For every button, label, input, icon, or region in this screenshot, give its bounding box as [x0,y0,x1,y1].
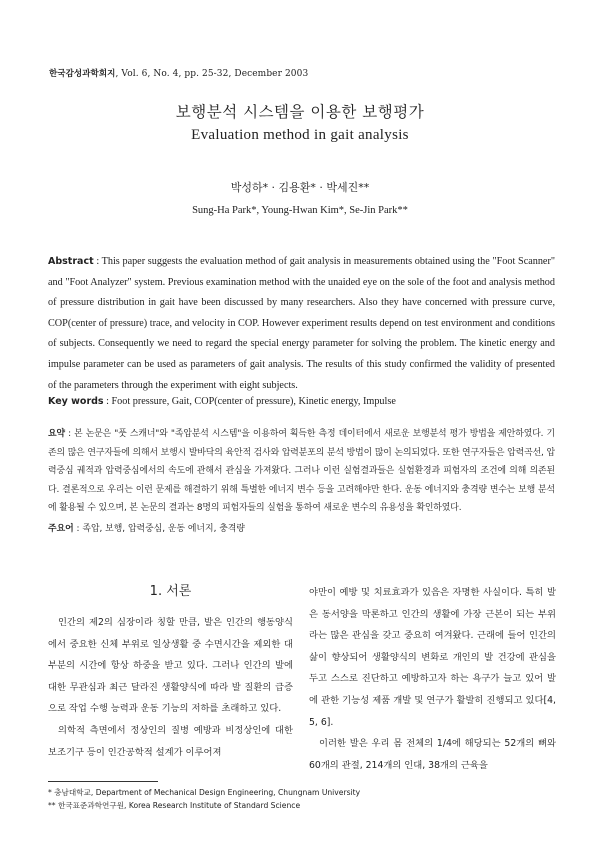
abstract-text: : This paper suggests the evaluation method of gait analysis in measurements obtained using the "Foot Scanner" and "Foot Analyzer" system. Previous examination method with the unaided eye on the sole of the foot and analysis method of pressure distribution in gait have been discussed by many researchers. Also they have concerned with pressure curve, COP(center of pressure) trace, and velocity in COP. However experiment results depend on test environment and conditions of subjects. Consequently we need to regard the special energy parameter for solving the problem. The kinetic energy and impulse parameter can be used as parameters of gait analysis. The results of this study confirmed the validity of presented of the parameters through the experiment with eight subjects. [48,256,555,391]
footnote-2: ** 한국표준과학연구원, Korea Research Institute of Standard Science [48,801,301,810]
body-column-right [309,582,556,776]
keywords-label: Key words [48,396,104,407]
keywords-korean [48,521,555,534]
paragraph: 이러한 발은 우리 몸 전체의 1/4에 해당되는 52개의 뼈와 60개의 관절, 214개의 인대, 38개의 근육을 [309,738,556,771]
keywords-english [48,396,555,407]
keywords-text: : Foot pressure, Gait, COP(center of pressure), Kinetic energy, Impulse [103,396,396,407]
abstract-korean [48,425,555,518]
footnotes [48,786,568,812]
journal-citation: , Vol. 6, No. 4, pp. 25-32, December 2003 [115,69,309,79]
keywords-ko-label: 주요어 [48,524,74,534]
paragraph: 의학적 측면에서 정상인의 질병 예방과 비정상인에 대한 보조기구 등이 인간공학적 설계가 이루어져 [48,724,293,758]
keywords-ko-text: : 족압, 보행, 압력중심, 운동 에너지, 충격량 [73,524,245,534]
title-korean: 보행분석 시스템을 이용한 보행평가 [175,103,425,121]
footnote-divider [48,781,158,782]
body-column-left [48,612,293,763]
footnote-1: * 충남대학교, Department of Mechanical Design Engineering, Chungnam University [48,788,361,797]
journal-name: 한국감성과학회지 [49,69,116,79]
authors-english: Sung-Ha Park*, Young-Hwan Kim*, Se-Jin Park** [192,205,408,216]
abstract-ko-text: : 본 논문은 "풋 스캐너"와 "족압분석 시스템"을 이용하여 획득한 측정 데이터에서 새로운 보행분석 평가 방법을 제안하였다. 기존의 많은 연구자들에 의해서 보행시 발바닥의 육안적 검사와 압력분포의 분석 방법이 많이 논의되었다. 또한 연구자들은 압력곡선, 압력중심 궤적과 압력중심에서의 속도에 관해서 관심을 가져왔다. 그러나 이런 실험결과들은 실험환경과 피험자의 조건에 의해 의존된다. 결론적으로 우리는 이런 문제를 해결하기 위해 특별한 에너지 변수 등을 고려해야만 한다. 운동 에너지와 충격량 변수는 보행 분석에 활용될 수 있으며, 본 논문의 결과는 8명의 피험자들의 실험을 통하여 새로운 변수의 유용성을 확인하였다. [48,429,555,514]
section-heading: 1. 서론 [149,584,192,599]
title-english: Evaluation method in gait analysis [191,127,409,143]
paragraph: 인간의 제2의 심장이라 칭할 만큼, 발은 인간의 행동양식에서 중요한 신체 부위로 일상생활 중 수면시간을 제외한 대부분의 시간에 항상 하중을 받고 있다. 그러나 인간의 발에 대한 무관심과 최근 달라진 생활양식에 따라 발 질환의 급증으로 작업 수행 능력과 운동 기능의 저하를 초래하고 있다. [48,617,293,715]
abstract-label: Abstract [48,256,94,267]
paragraph: 야만이 예방 및 치료효과가 있음은 자명한 사실이다. 특히 발은 동서양을 막론하고 인간의 생활에 가장 근본이 되는 부위라는 많은 관심을 갖고 중요히 여겨왔다. 근래에 들어 인간의 삶이 향상되어 생활양식의 변화로 개인의 발 건강에 관심을 두고 스스로 진단하고 예방하고자 하는 욕구가 늘고 있어 발에 관한 기능성 제품 개발 및 연구가 활발히 진행되고 있다[4, 5, 6]. [309,587,556,728]
abstract-english [48,252,555,396]
journal-header [49,67,308,79]
abstract-ko-label: 요약 [48,429,65,439]
authors-korean: 박성하* · 김용환* · 박세진** [230,181,370,194]
